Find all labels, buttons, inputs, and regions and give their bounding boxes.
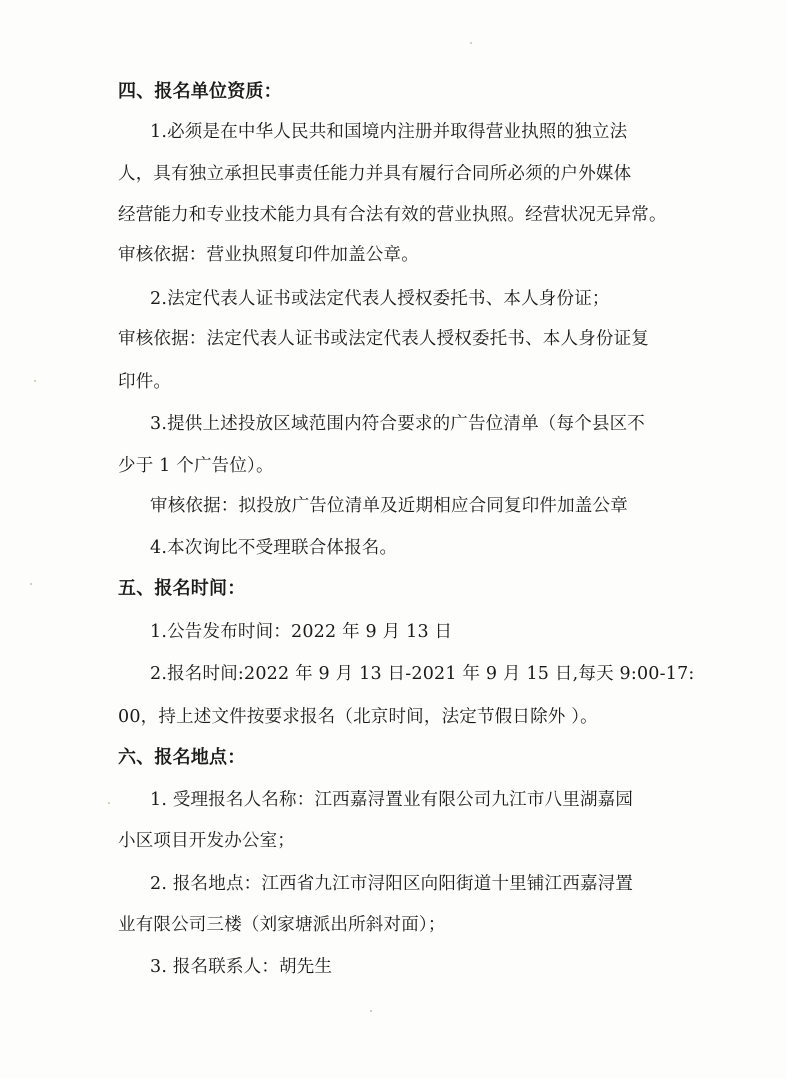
paragraph-line: 2. 报名地点：江西省九江市浔阳区向阳街道十里铺江西嘉浔置 bbox=[150, 874, 634, 894]
scan-speck bbox=[34, 380, 36, 382]
paragraph-line: 人，具有独立承担民事责任能力并具有履行合同所必须的户外媒体 bbox=[118, 164, 632, 184]
paragraph-line: 小区项目开发办公室； bbox=[118, 831, 295, 851]
paragraph-line: 经营能力和专业技术能力具有合法有效的营业执照。经营状况无异常。 bbox=[118, 205, 667, 225]
paragraph-line: 少于 1 个广告位）。 bbox=[118, 456, 274, 476]
scan-speck bbox=[30, 583, 32, 585]
paragraph-line: 2.报名时间:2022 年 9 月 13 日-2021 年 9 月 15 日,每天 9:00-17: bbox=[150, 664, 695, 684]
paragraph-line: 审核依据：拟投放广告位清单及近期相应合同复印件加盖公章 bbox=[150, 496, 628, 516]
paragraph-line: 印件。 bbox=[118, 372, 172, 392]
paragraph-line: 2.法定代表人证书或法定代表人授权委托书、本人身份证； bbox=[150, 289, 610, 309]
scan-speck bbox=[470, 42, 472, 44]
section-heading-qualifications: 四、报名单位资质： bbox=[118, 81, 282, 102]
paragraph-line: 业有限公司三楼（刘家塘派出所斜对面）； bbox=[118, 915, 446, 935]
section-heading-registration-location: 六、报名地点： bbox=[118, 747, 246, 768]
scan-speck bbox=[108, 802, 110, 804]
scan-speck bbox=[370, 1010, 372, 1012]
paragraph-line: 3. 报名联系人：胡先生 bbox=[150, 957, 333, 977]
paragraph-line: 1.公告发布时间：2022 年 9 月 13 日 bbox=[150, 622, 453, 642]
paragraph-line: 00，持上述文件按要求报名（北京时间，法定节假日除外 ）。 bbox=[118, 707, 598, 727]
paragraph-line: 1.必须是在中华人民共和国境内注册并取得营业执照的独立法 bbox=[150, 122, 628, 142]
paragraph-line: 4.本次询比不受理联合体报名。 bbox=[150, 538, 398, 558]
section-heading-registration-time: 五、报名时间： bbox=[118, 578, 246, 599]
paragraph-line: 审核依据：营业执照复印件加盖公章。 bbox=[118, 245, 419, 265]
paragraph-line: 1. 受理报名人名称：江西嘉浔置业有限公司九江市八里湖嘉园 bbox=[150, 790, 634, 810]
paragraph-line: 3.提供上述投放区域范围内符合要求的广告位清单（每个县区不 bbox=[150, 414, 645, 434]
paragraph-line: 审核依据：法定代表人证书或法定代表人授权委托书、本人身份证复 bbox=[118, 329, 649, 349]
